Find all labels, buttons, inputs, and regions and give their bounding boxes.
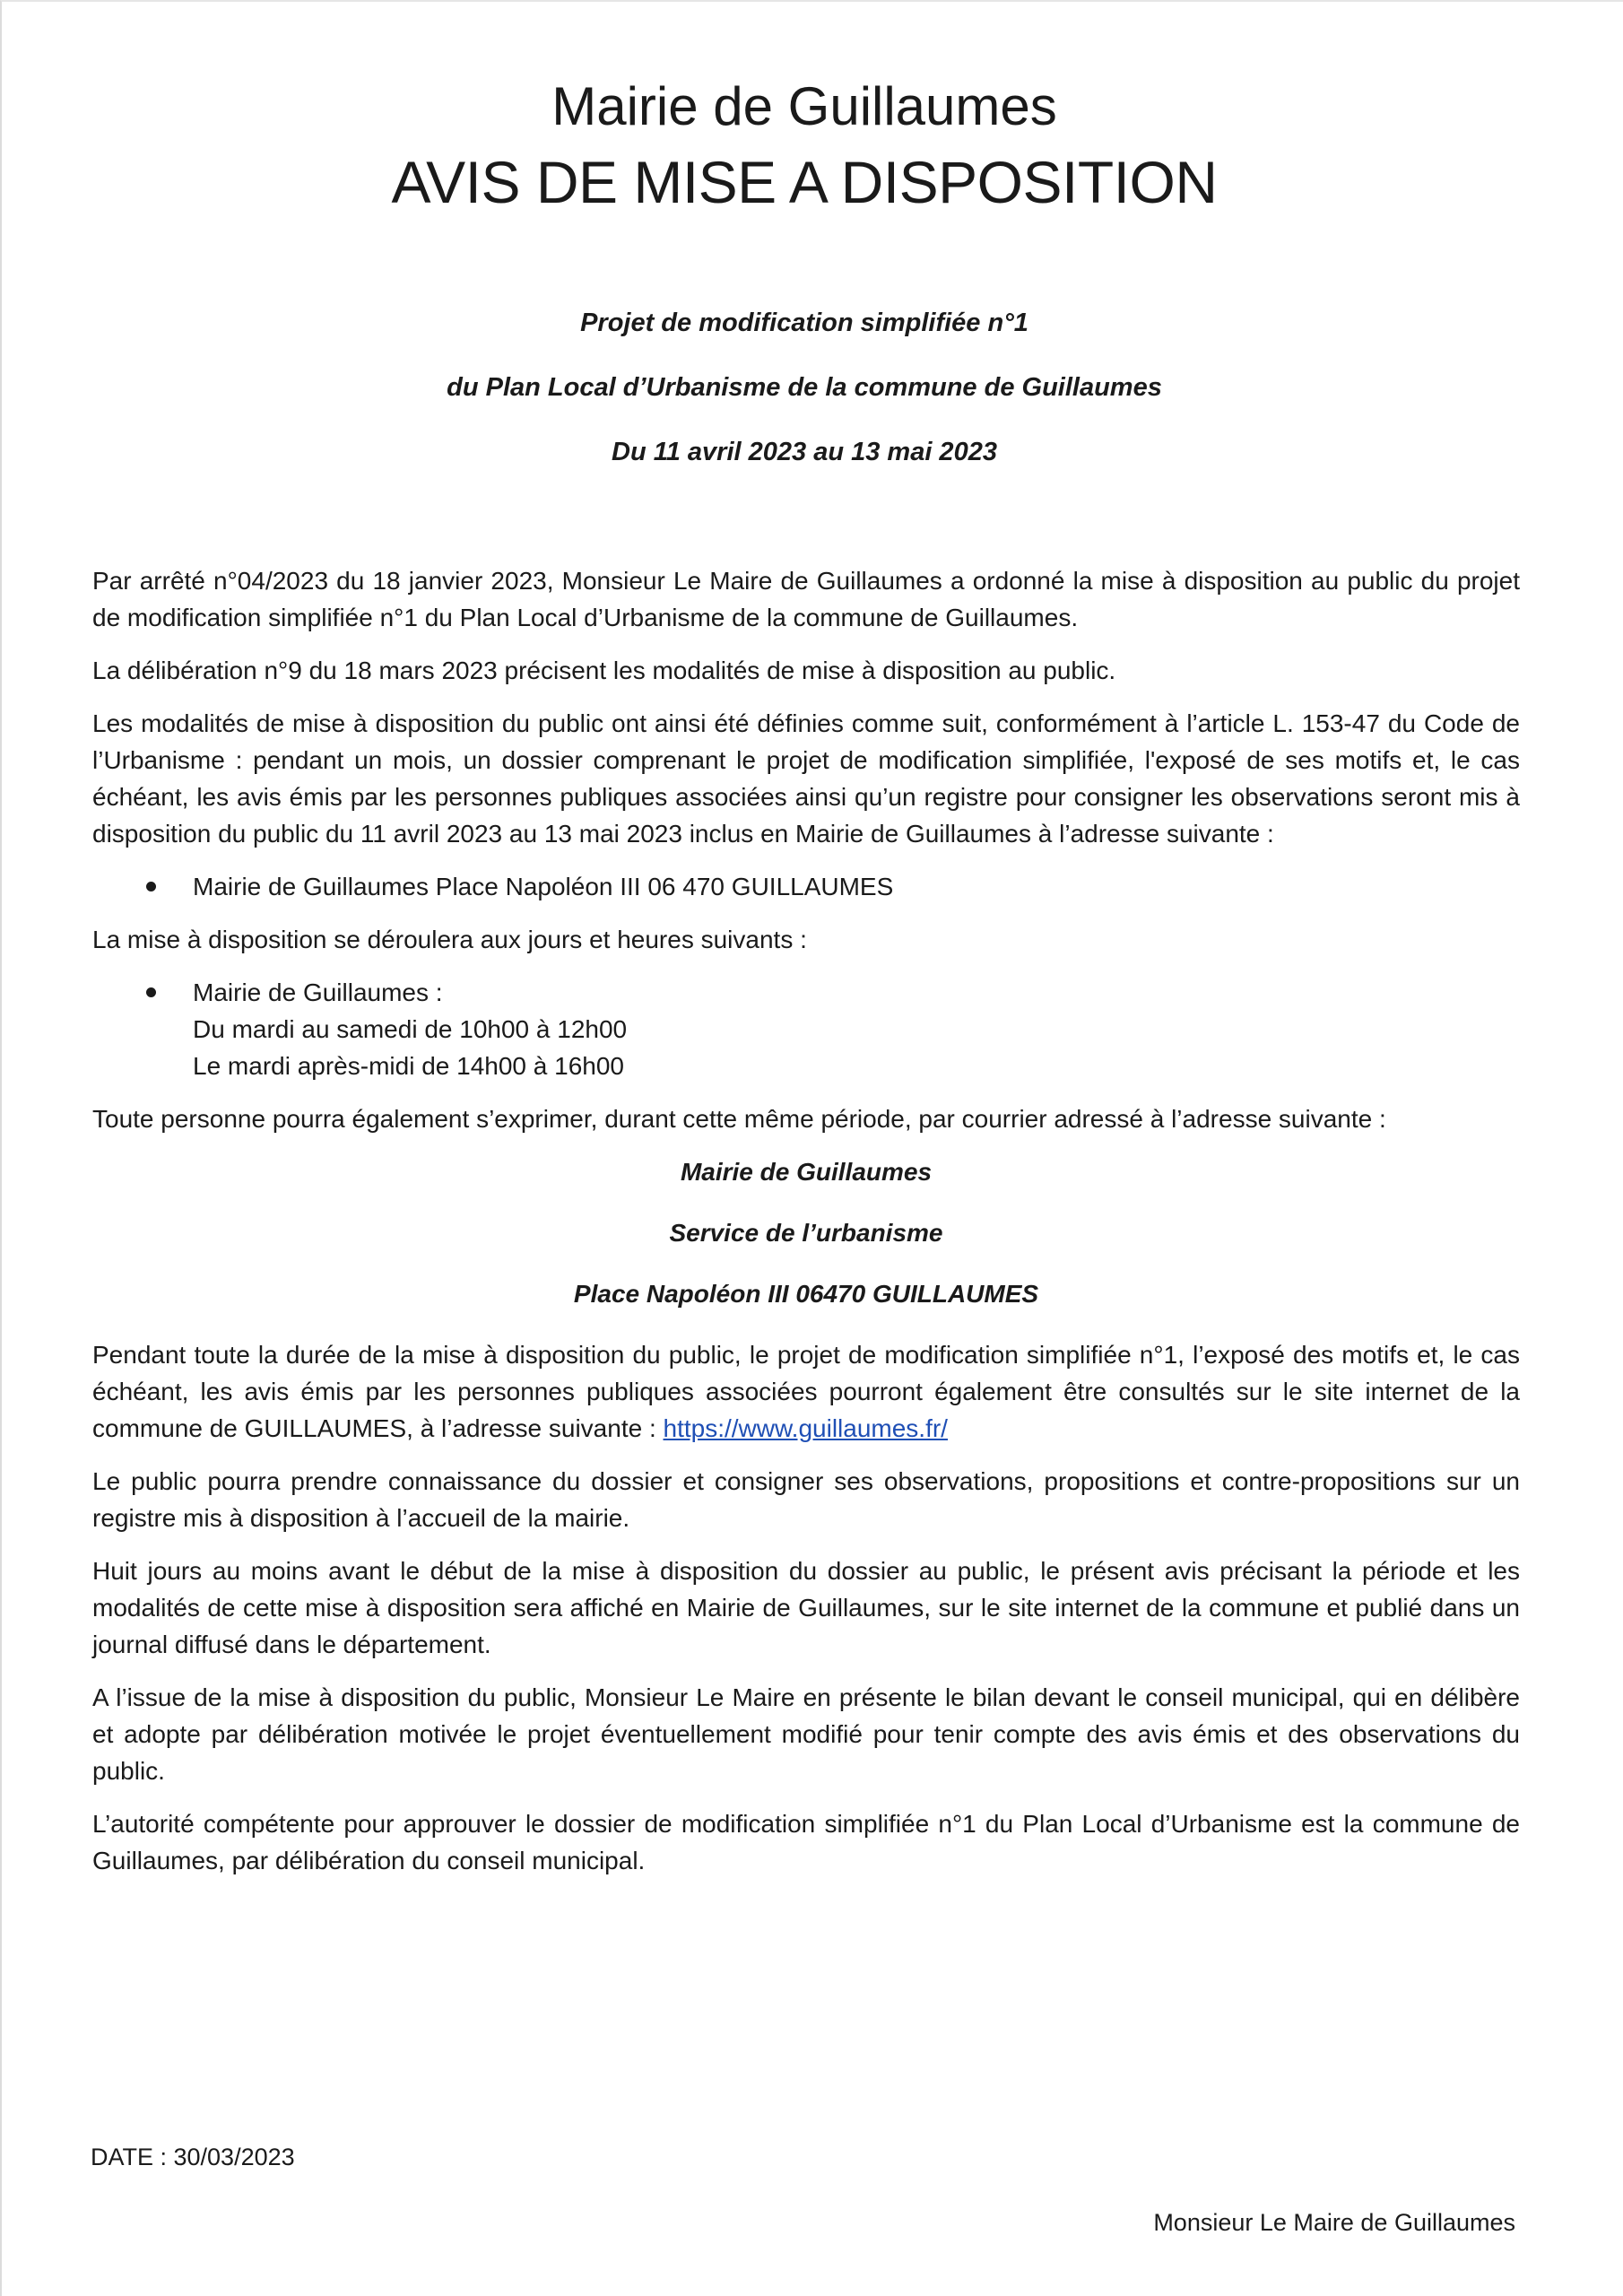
list-item (92, 868, 1520, 905)
subtitle-project: Projet de modification simplifiée n°1 (580, 309, 1028, 337)
document-date: DATE : 30/03/2023 (91, 2144, 295, 2170)
website-link[interactable]: https://www.guillaumes.fr/ (663, 1414, 948, 1442)
document-header (2, 72, 1607, 222)
document-body (92, 562, 1520, 1895)
paragraph-internet-text: Pendant toute la durée de la mise à disposition du public, le projet de modification simplifiée n°1, l’exposé des motifs et, le cas échéant, les avis émis par les personnes publiques associées pourront également être consultés sur le site internet de la commune de GUILLAUMES, à l’adresse suivante : (92, 1341, 1520, 1442)
project-subtitles (2, 305, 1607, 499)
schedule-line-1: Du mardi au samedi de 10h00 à 12h00 (193, 1015, 628, 1043)
schedule-title: Mairie de Guillaumes : (193, 978, 443, 1006)
signature: Monsieur Le Maire de Guillaumes (1153, 2209, 1515, 2236)
paragraph-deliberation: La délibération n°9 du 18 mars 2023 précisent les modalités de mise à disposition au public. (92, 657, 1116, 684)
paragraph-courrier: Toute personne pourra également s’exprimer, durant cette même période, par courrier adressé à l’adresse suivante : (92, 1105, 1386, 1133)
paragraph-internet (92, 1336, 1520, 1447)
paragraph-registre: Le public pourra prendre connaissance du dossier et consigner ses observations, propositions et contre-propositions sur un registre mis à disposition à l’accueil de la mairie. (92, 1467, 1520, 1532)
paragraph-arrete: Par arrêté n°04/2023 du 18 janvier 2023, Monsieur Le Maire de Guillaumes a ordonné la mise à disposition au public du projet de modification simplifiée n°1 du Plan Local d’Urbanisme de la commune de Guillaumes. (92, 567, 1520, 631)
paragraph-schedule-intro: La mise à disposition se déroulera aux jours et heures suivants : (92, 926, 807, 953)
schedule-list (92, 974, 1520, 1084)
paragraph-autorite: L’autorité compétente pour approuver le dossier de modification simplifiée n°1 du Plan Local d’Urbanisme est la commune de Guillaumes, par délibération du conseil municipal. (92, 1810, 1520, 1874)
address-list (92, 868, 1520, 905)
header-title: Mairie de Guillaumes (551, 76, 1057, 136)
paragraph-bilan: A l’issue de la mise à disposition du public, Monsieur Le Maire en présente le bilan devant le conseil municipal, qui en délibère et adopte par délibération motivée le projet éventuellement modifié pour tenir compte des avis émis et des observations du public. (92, 1683, 1520, 1785)
header-subtitle: AVIS DE MISE A DISPOSITION (391, 149, 1218, 215)
list-item (92, 974, 1520, 1084)
subtitle-dates: Du 11 avril 2023 au 13 mai 2023 (612, 438, 997, 466)
bullet-icon (146, 987, 156, 997)
paragraph-modalites: Les modalités de mise à disposition du public ont ainsi été définies comme suit, conformément à l’article L. 153-47 du Code de l’Urbanisme : pendant un mois, un dossier comprenant le projet de modification simplifiée, l'exposé de ses motifs et, le cas échéant, les avis émis par les personnes publiques associées ainsi qu’un registre pour consigner les observations seront mis à disposition du public du 11 avril 2023 au 13 mai 2023 inclus en Mairie de Guillaumes à l’adresse suivante : (92, 709, 1520, 848)
bullet-icon (146, 882, 156, 891)
subtitle-plan: du Plan Local d’Urbanisme de la commune de Guillaumes (447, 373, 1162, 402)
address-street: Place Napoléon III 06470 GUILLAUMES (573, 1280, 1039, 1308)
schedule-line-2: Le mardi après-midi de 14h00 à 16h00 (193, 1052, 624, 1080)
address-service: Service de l’urbanisme (669, 1219, 943, 1247)
address-name: Mairie de Guillaumes (680, 1158, 933, 1186)
bullet-address: Mairie de Guillaumes Place Napoléon III 06 470 GUILLAUMES (193, 873, 894, 900)
paragraph-affichage: Huit jours au moins avant le début de la mise à disposition du dossier au public, le présent avis précisant la période et les modalités de cette mise à disposition sera affiché en Mairie de Guillaumes, sur le site internet de la commune et publié dans un journal diffusé dans le département. (92, 1557, 1520, 1658)
